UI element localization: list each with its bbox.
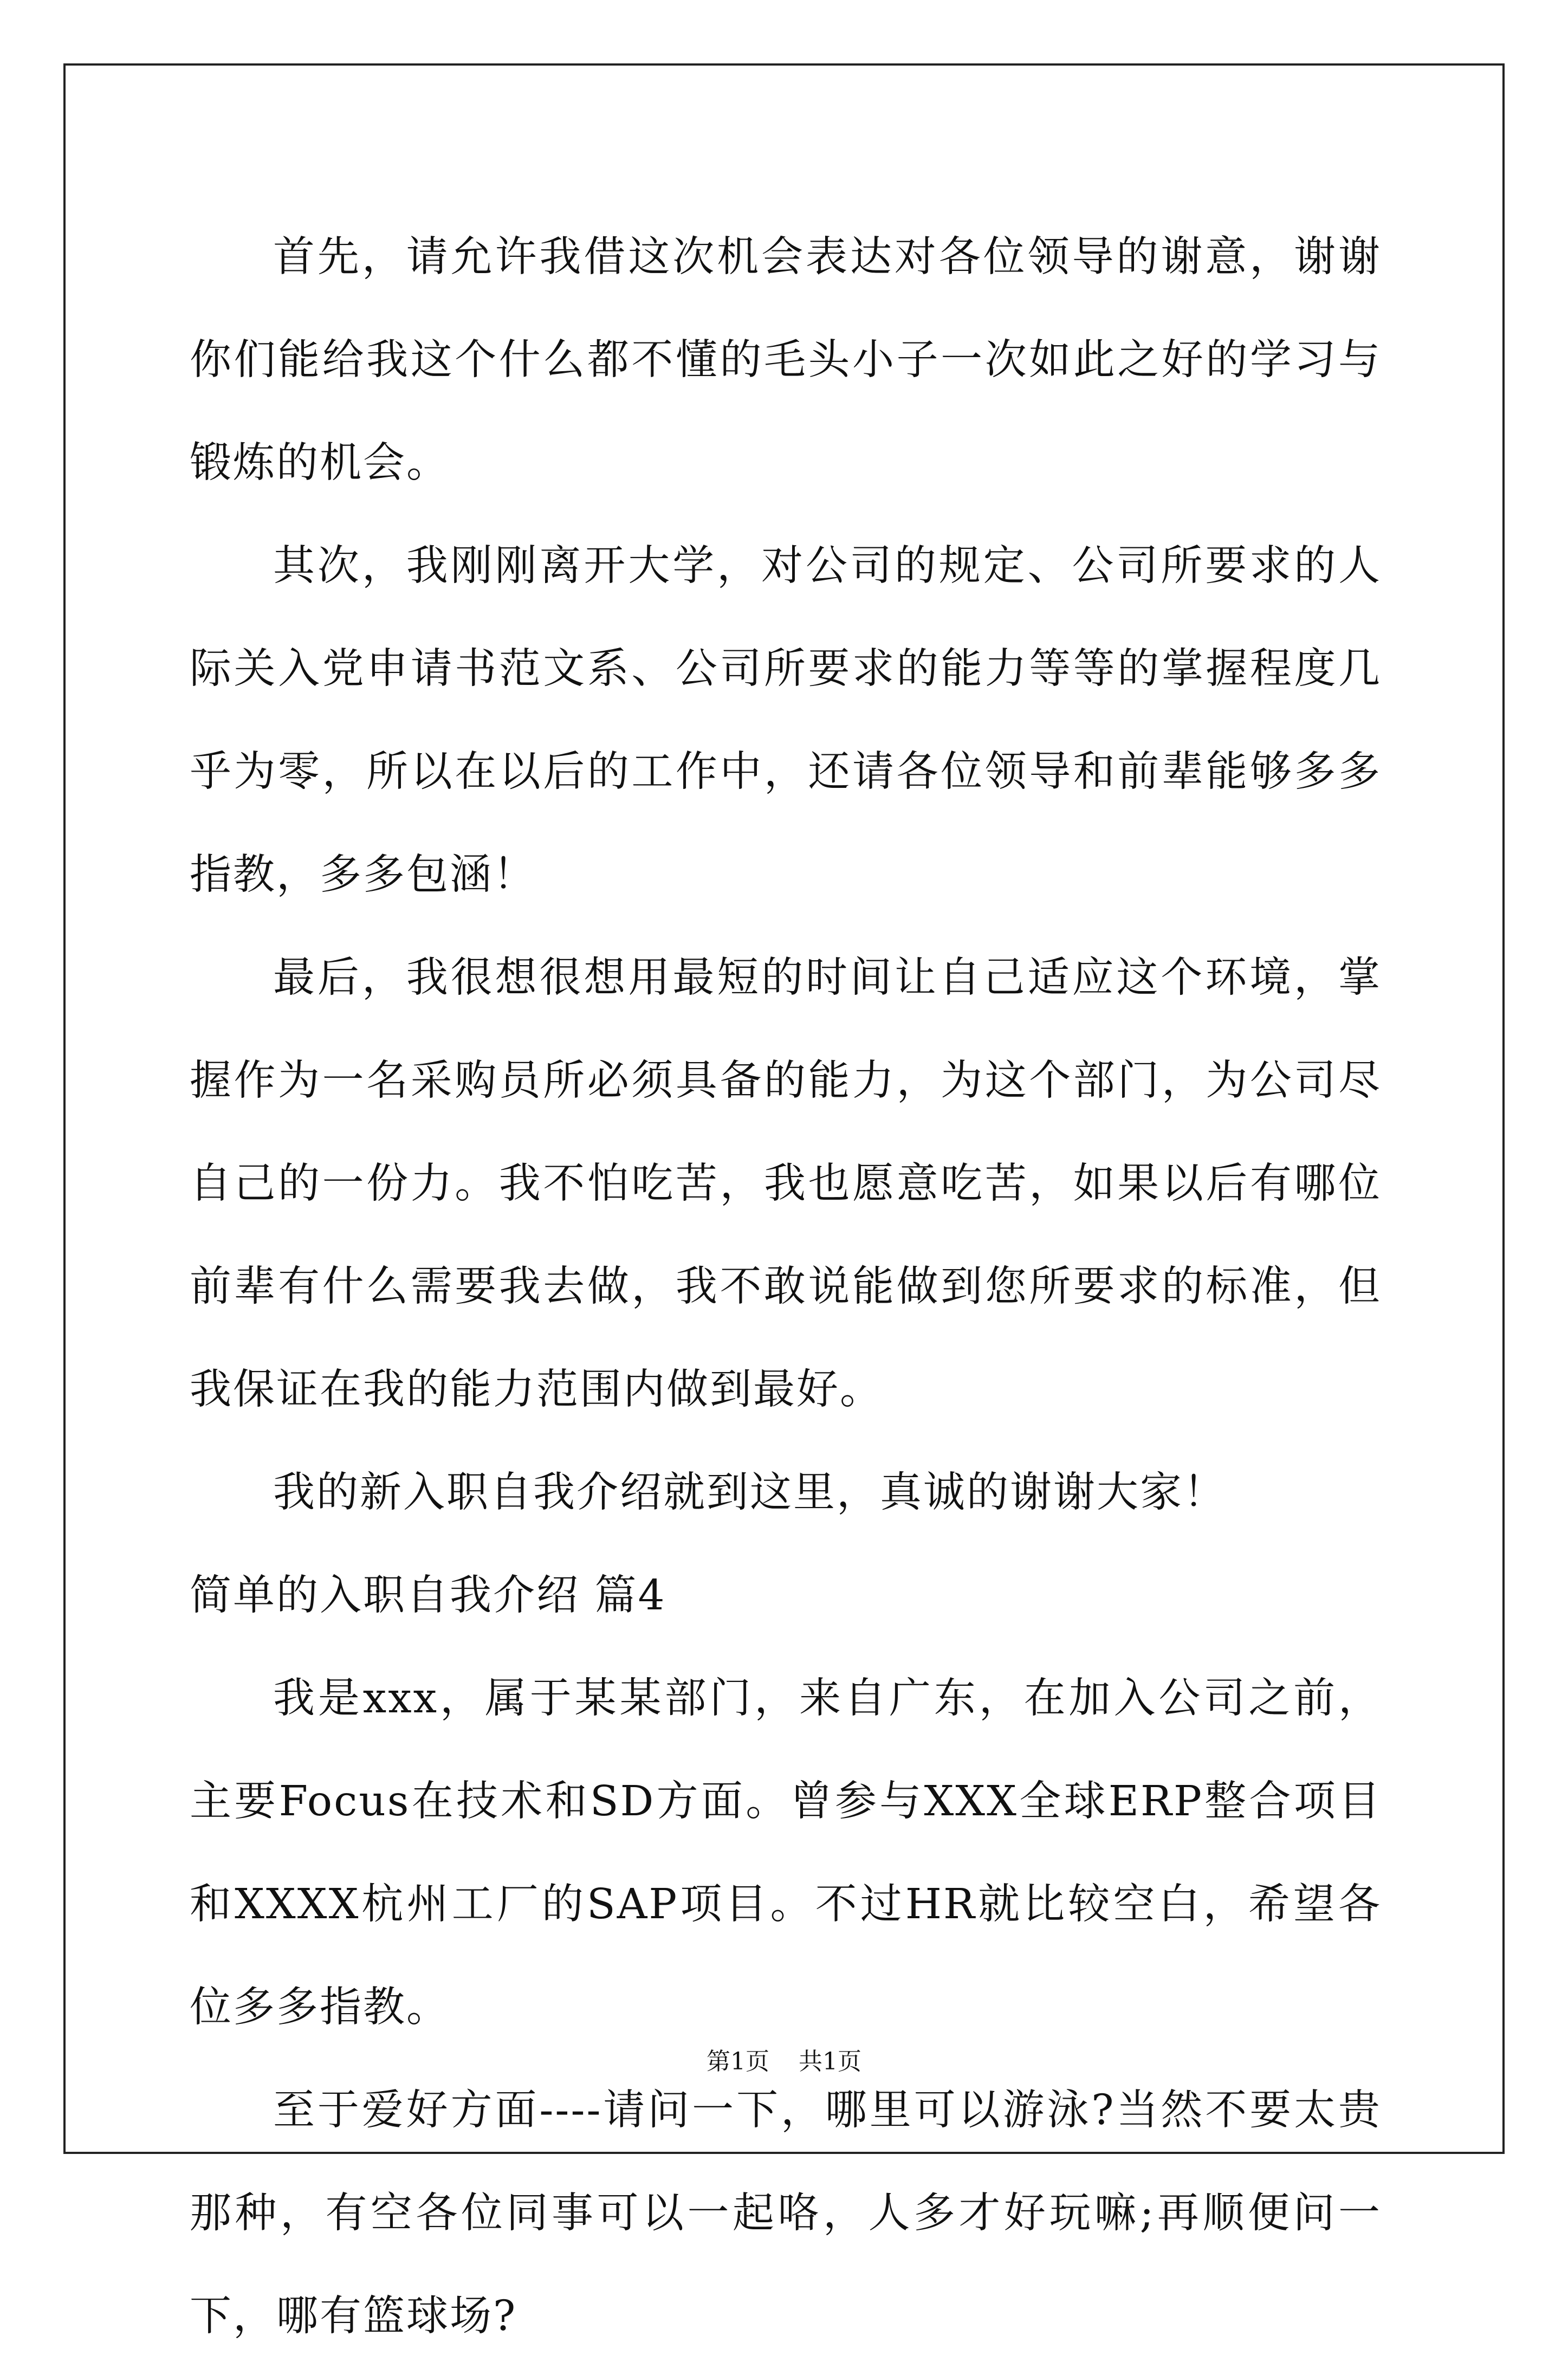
paragraph-commitment: 最后，我很想很想用最短的时间让自己适应这个环境，掌握作为一名采购员所必须具备的能力，为这个部门，为公司尽自己的一份力。我不怕吃苦，我也愿意吃苦，如果以后有哪位前辈有什么需要我去做，我不敢说能做到您所要求的标准，但我保证在我的能力范围内做到最好。 <box>190 954 1382 1414</box>
paragraph-thanks: 我的新入职自我介绍就到这里，真诚的谢谢大家！ <box>273 1468 1227 1517</box>
paragraph-background: 我是xxx，属于某某部门，来自广东，在加入公司之前，主要Focus在技术和SD方面。曾参与XXX全球ERP整合项目和XXXX杭州工厂的SAP项目。不过HR就比较空白，希望各位多多指教。 <box>190 1674 1382 2031</box>
page-number-total: 共1页 <box>799 2048 861 2075</box>
paragraph-hobbies: 至于爱好方面----请问一下，哪里可以游泳?当然不要太贵那种，有空各位同事可以一起咯，人多才好玩嘛;再顺便问一下，哪有篮球场? <box>190 2086 1382 2340</box>
page-number-current: 第1页 <box>707 2048 769 2075</box>
document-body <box>190 206 1382 2368</box>
paragraph-gratitude: 首先，请允许我借这次机会表达对各位领导的谢意，谢谢你们能给我这个什么都不懂的毛头小子一次如此之好的学习与锻炼的机会。 <box>190 233 1382 487</box>
page-footer <box>0 2046 1568 2078</box>
section-heading: 简单的入职自我介绍 篇4 <box>190 1571 666 1620</box>
paragraph-inexperience: 其次，我刚刚离开大学，对公司的规定、公司所要求的人际关入党申请书范文系、公司所要求的能力等等的掌握程度几乎为零，所以在以后的工作中，还请各位领导和前辈能够多多指教，多多包涵！ <box>190 542 1382 899</box>
